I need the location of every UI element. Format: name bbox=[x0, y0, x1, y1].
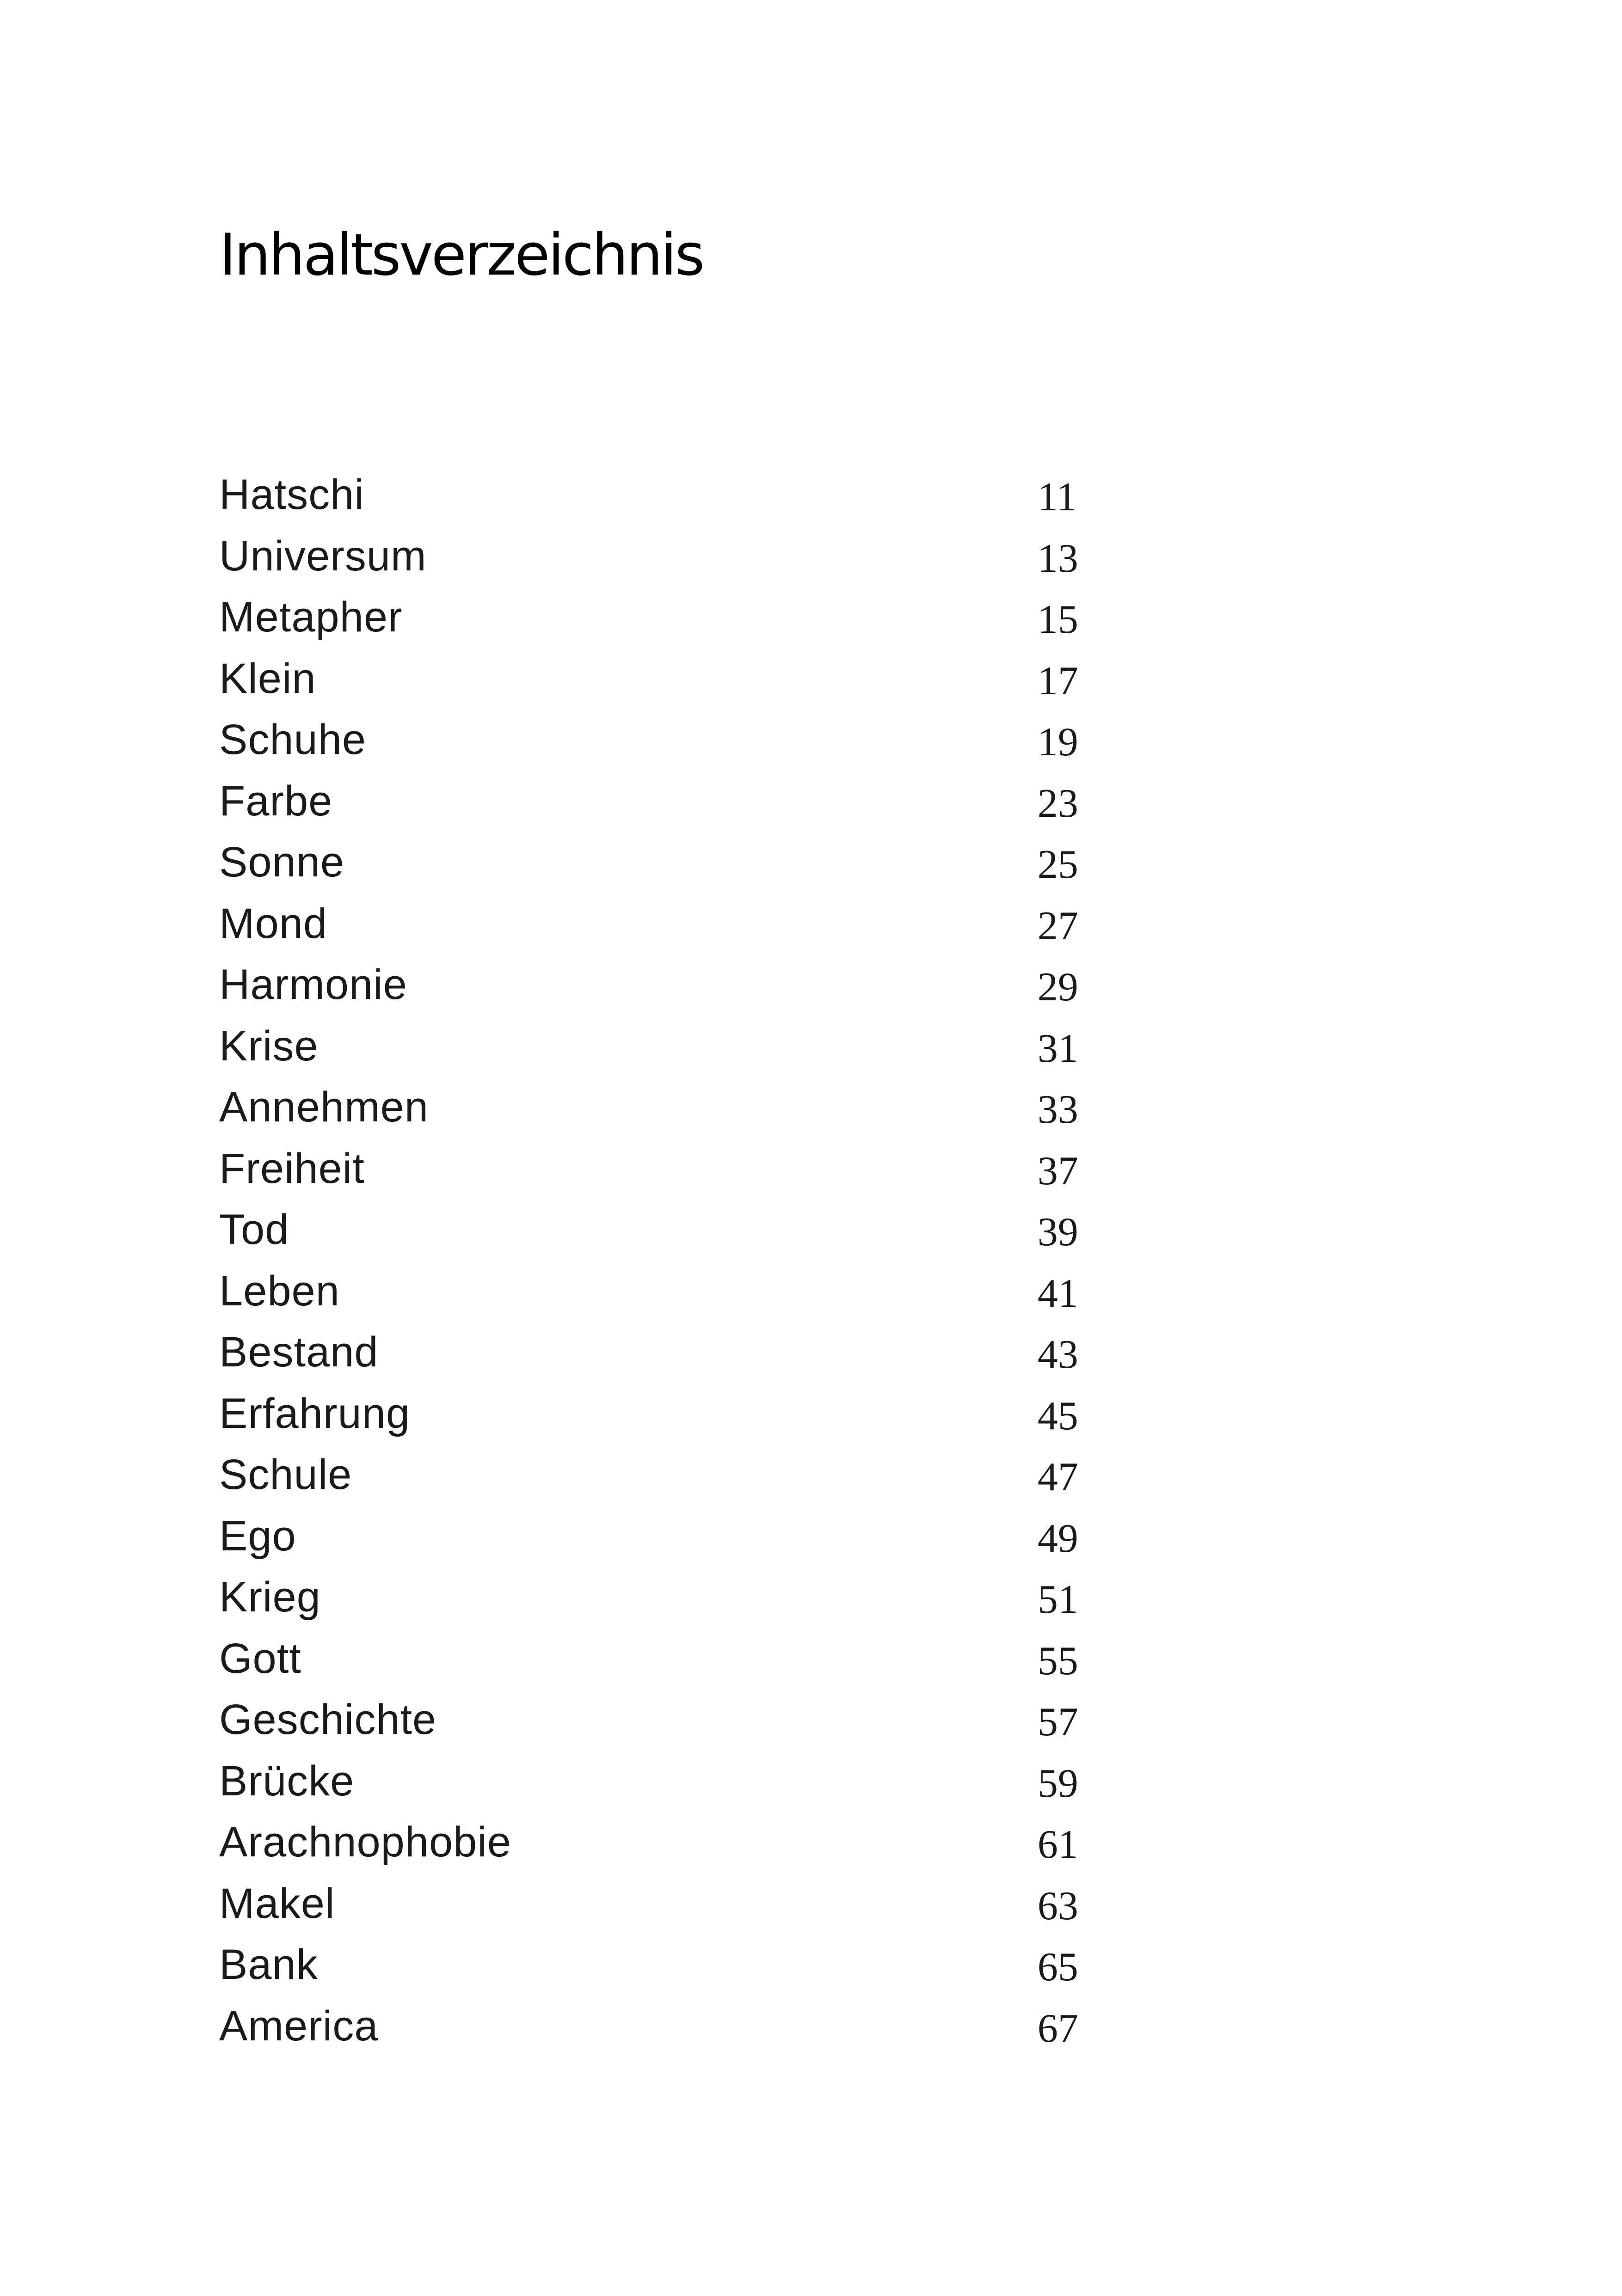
toc-entry[interactable] bbox=[219, 1751, 1098, 1812]
toc-entry-page-number: 59 bbox=[1038, 1761, 1078, 1806]
toc-entry-page-number: 33 bbox=[1038, 1087, 1078, 1132]
toc-entry-title: Tod bbox=[219, 1206, 289, 1253]
toc-entry[interactable] bbox=[219, 526, 1098, 587]
toc-entry-page-number: 25 bbox=[1038, 842, 1078, 887]
toc-entry-page-number: 41 bbox=[1038, 1271, 1078, 1316]
toc-entry-title: America bbox=[219, 2002, 379, 2050]
toc-entry-title: Erfahrung bbox=[219, 1390, 411, 1437]
toc-entry[interactable] bbox=[219, 1934, 1098, 1996]
toc-entry-title: Krieg bbox=[219, 1574, 321, 1621]
toc-entry-page-number: 65 bbox=[1038, 1945, 1078, 1990]
toc-entry[interactable] bbox=[219, 464, 1098, 526]
toc-entry-page-number: 17 bbox=[1038, 658, 1078, 704]
toc-entry[interactable] bbox=[219, 1199, 1098, 1261]
toc-list bbox=[219, 464, 1098, 2057]
toc-entry-page-number: 13 bbox=[1038, 536, 1078, 581]
toc-entry[interactable] bbox=[219, 1261, 1098, 1322]
toc-entry-page-number: 63 bbox=[1038, 1883, 1078, 1929]
toc-entry-title: Makel bbox=[219, 1880, 335, 1927]
toc-entry[interactable] bbox=[219, 1016, 1098, 1077]
toc-entry[interactable] bbox=[219, 1812, 1098, 1873]
toc-entry-page-number: 57 bbox=[1038, 1700, 1078, 1745]
toc-entry[interactable] bbox=[219, 648, 1098, 710]
toc-entry-title: Krise bbox=[219, 1022, 319, 1070]
toc-entry-page-number: 61 bbox=[1038, 1822, 1078, 1867]
toc-entry[interactable] bbox=[219, 893, 1098, 955]
toc-entry[interactable] bbox=[219, 1996, 1098, 2057]
toc-entry-title: Harmonie bbox=[219, 961, 407, 1008]
toc-entry-title: Universum bbox=[219, 532, 427, 580]
toc-entry-page-number: 67 bbox=[1038, 2006, 1078, 2051]
toc-entry[interactable] bbox=[219, 954, 1098, 1016]
toc-entry[interactable] bbox=[219, 1138, 1098, 1200]
toc-entry[interactable] bbox=[219, 1383, 1098, 1445]
toc-entry-title: Bank bbox=[219, 1941, 318, 1988]
toc-entry-title: Mond bbox=[219, 900, 328, 947]
toc-entry-title: Geschichte bbox=[219, 1696, 437, 1743]
toc-entry-page-number: 43 bbox=[1038, 1332, 1078, 1377]
toc-entry-title: Farbe bbox=[219, 777, 333, 825]
toc-entry-page-number: 49 bbox=[1038, 1516, 1078, 1561]
toc-entry-page-number: 47 bbox=[1038, 1455, 1078, 1500]
toc-entry[interactable] bbox=[219, 709, 1098, 771]
toc-entry-title: Freiheit bbox=[219, 1145, 365, 1192]
toc-entry[interactable] bbox=[219, 1506, 1098, 1567]
toc-entry[interactable] bbox=[219, 1322, 1098, 1383]
toc-entry-page-number: 27 bbox=[1038, 903, 1078, 949]
toc-entry[interactable] bbox=[219, 587, 1098, 648]
toc-entry-title: Bestand bbox=[219, 1329, 379, 1376]
toc-entry[interactable] bbox=[219, 832, 1098, 893]
toc-entry-page-number: 19 bbox=[1038, 720, 1078, 765]
toc-entry-page-number: 51 bbox=[1038, 1577, 1078, 1622]
toc-entry-page-number: 23 bbox=[1038, 781, 1078, 826]
toc-entry-title: Brücke bbox=[219, 1757, 355, 1805]
page-title: Inhaltsverzeichnis bbox=[219, 222, 703, 288]
toc-entry[interactable] bbox=[219, 1077, 1098, 1138]
toc-entry-title: Ego bbox=[219, 1512, 296, 1560]
toc-entry-title: Schule bbox=[219, 1451, 352, 1498]
toc-entry-title: Annehmen bbox=[219, 1084, 429, 1131]
toc-entry-page-number: 39 bbox=[1038, 1210, 1078, 1255]
toc-entry[interactable] bbox=[219, 1567, 1098, 1628]
toc-entry-title: Gott bbox=[219, 1635, 301, 1682]
toc-entry-page-number: 55 bbox=[1038, 1638, 1078, 1684]
toc-entry-title: Sonne bbox=[219, 839, 345, 886]
toc-entry-page-number: 15 bbox=[1038, 597, 1078, 642]
toc-entry-title: Leben bbox=[219, 1267, 340, 1315]
toc-entry-page-number: 31 bbox=[1038, 1026, 1078, 1071]
toc-entry[interactable] bbox=[219, 1444, 1098, 1506]
toc-entry-title: Klein bbox=[219, 655, 316, 702]
toc-entry-page-number: 37 bbox=[1038, 1148, 1078, 1194]
toc-entry[interactable] bbox=[219, 1628, 1098, 1690]
toc-entry[interactable] bbox=[219, 1689, 1098, 1751]
toc-entry-page-number: 45 bbox=[1038, 1393, 1078, 1439]
toc-entry-title: Metapher bbox=[219, 594, 403, 641]
toc-entry-title: Arachnophobie bbox=[219, 1818, 511, 1866]
toc-entry[interactable] bbox=[219, 1873, 1098, 1935]
toc-entry[interactable] bbox=[219, 771, 1098, 832]
toc-entry-page-number: 11 bbox=[1038, 475, 1077, 520]
toc-entry-page-number: 29 bbox=[1038, 965, 1078, 1010]
toc-entry-title: Schuhe bbox=[219, 716, 367, 763]
toc-entry-title: Hatschi bbox=[219, 471, 364, 518]
